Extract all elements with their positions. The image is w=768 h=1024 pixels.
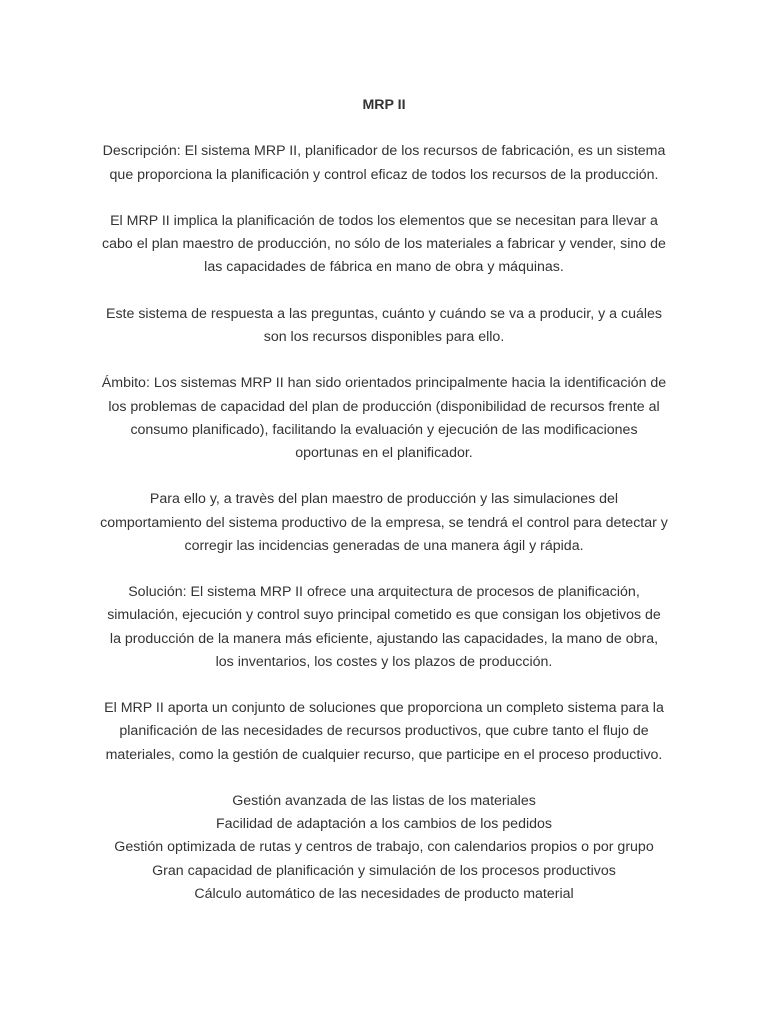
feature-item: Gran capacidad de planificación y simulación de los procesos productivos [152, 862, 616, 879]
feature-item: Gestión optimizada de rutas y centros de trabajo, con calendarios propios o por grupo [114, 839, 654, 856]
paragraph-implica: El MRP II implica la planificación de todos los elementos que se necesitan para llevar a cabo el plan maestro de producción, no sólo de los materiales a fabricar y vender, sino de las capacidades de fábrica en mano de obra y máquinas. [102, 212, 666, 276]
paragraph-preguntas: Este sistema de respuesta a las preguntas, cuánto y cuándo se va a producir, y a cuáles son los recursos disponibles para ello. [106, 305, 662, 345]
feature-item: Gestión avanzada de las listas de los materiales [232, 792, 536, 809]
paragraph-plan-maestro: Para ello y, a travès del plan maestro de producción y las simulaciones del comportamiento del sistema productivo de la empresa, se tendrá el control para detectar y corregir las incidencias generadas de una manera ágil y rápida. [100, 491, 668, 554]
feature-item: Facilidad de adaptación a los cambios de los pedidos [216, 816, 552, 833]
paragraph-aporta: El MRP II aporta un conjunto de soluciones que proporciona un completo sistema para la planificación de las necesidades de recursos productivos, que cubre tanto el flujo de materiales, como la gestión de cualquier recurso, que participe en el proceso productivo. [104, 700, 664, 763]
paragraph-descripcion: Descripción: El sistema MRP II, planificador de los recursos de fabricación, es un sistema que proporciona la planificación y control eficaz de todos los recursos de la producción. [102, 143, 666, 183]
feature-list [100, 790, 668, 906]
document-body [100, 94, 668, 906]
document-title: MRP II [362, 97, 406, 113]
feature-item: Cálculo automático de las necesidades de producto material [194, 885, 574, 902]
paragraph-ambito: Ámbito: Los sistemas MRP II han sido orientados principalmente hacia la identificación de los problemas de capacidad del plan de producción (disponibilidad de recursos frente al consumo planificado), facilitando la evaluación y ejecución de las modificaciones oportunas en el planificador. [101, 375, 667, 461]
paragraph-solucion: Solución: El sistema MRP II ofrece una arquitectura de procesos de planificación, simulación, ejecución y control suyo principal cometido es que consigan los objetivos de la producción de la manera más eficiente, ajustando las capacidades, la mano de obra, los inventarios, los costes y los plazos de producción. [107, 584, 661, 670]
